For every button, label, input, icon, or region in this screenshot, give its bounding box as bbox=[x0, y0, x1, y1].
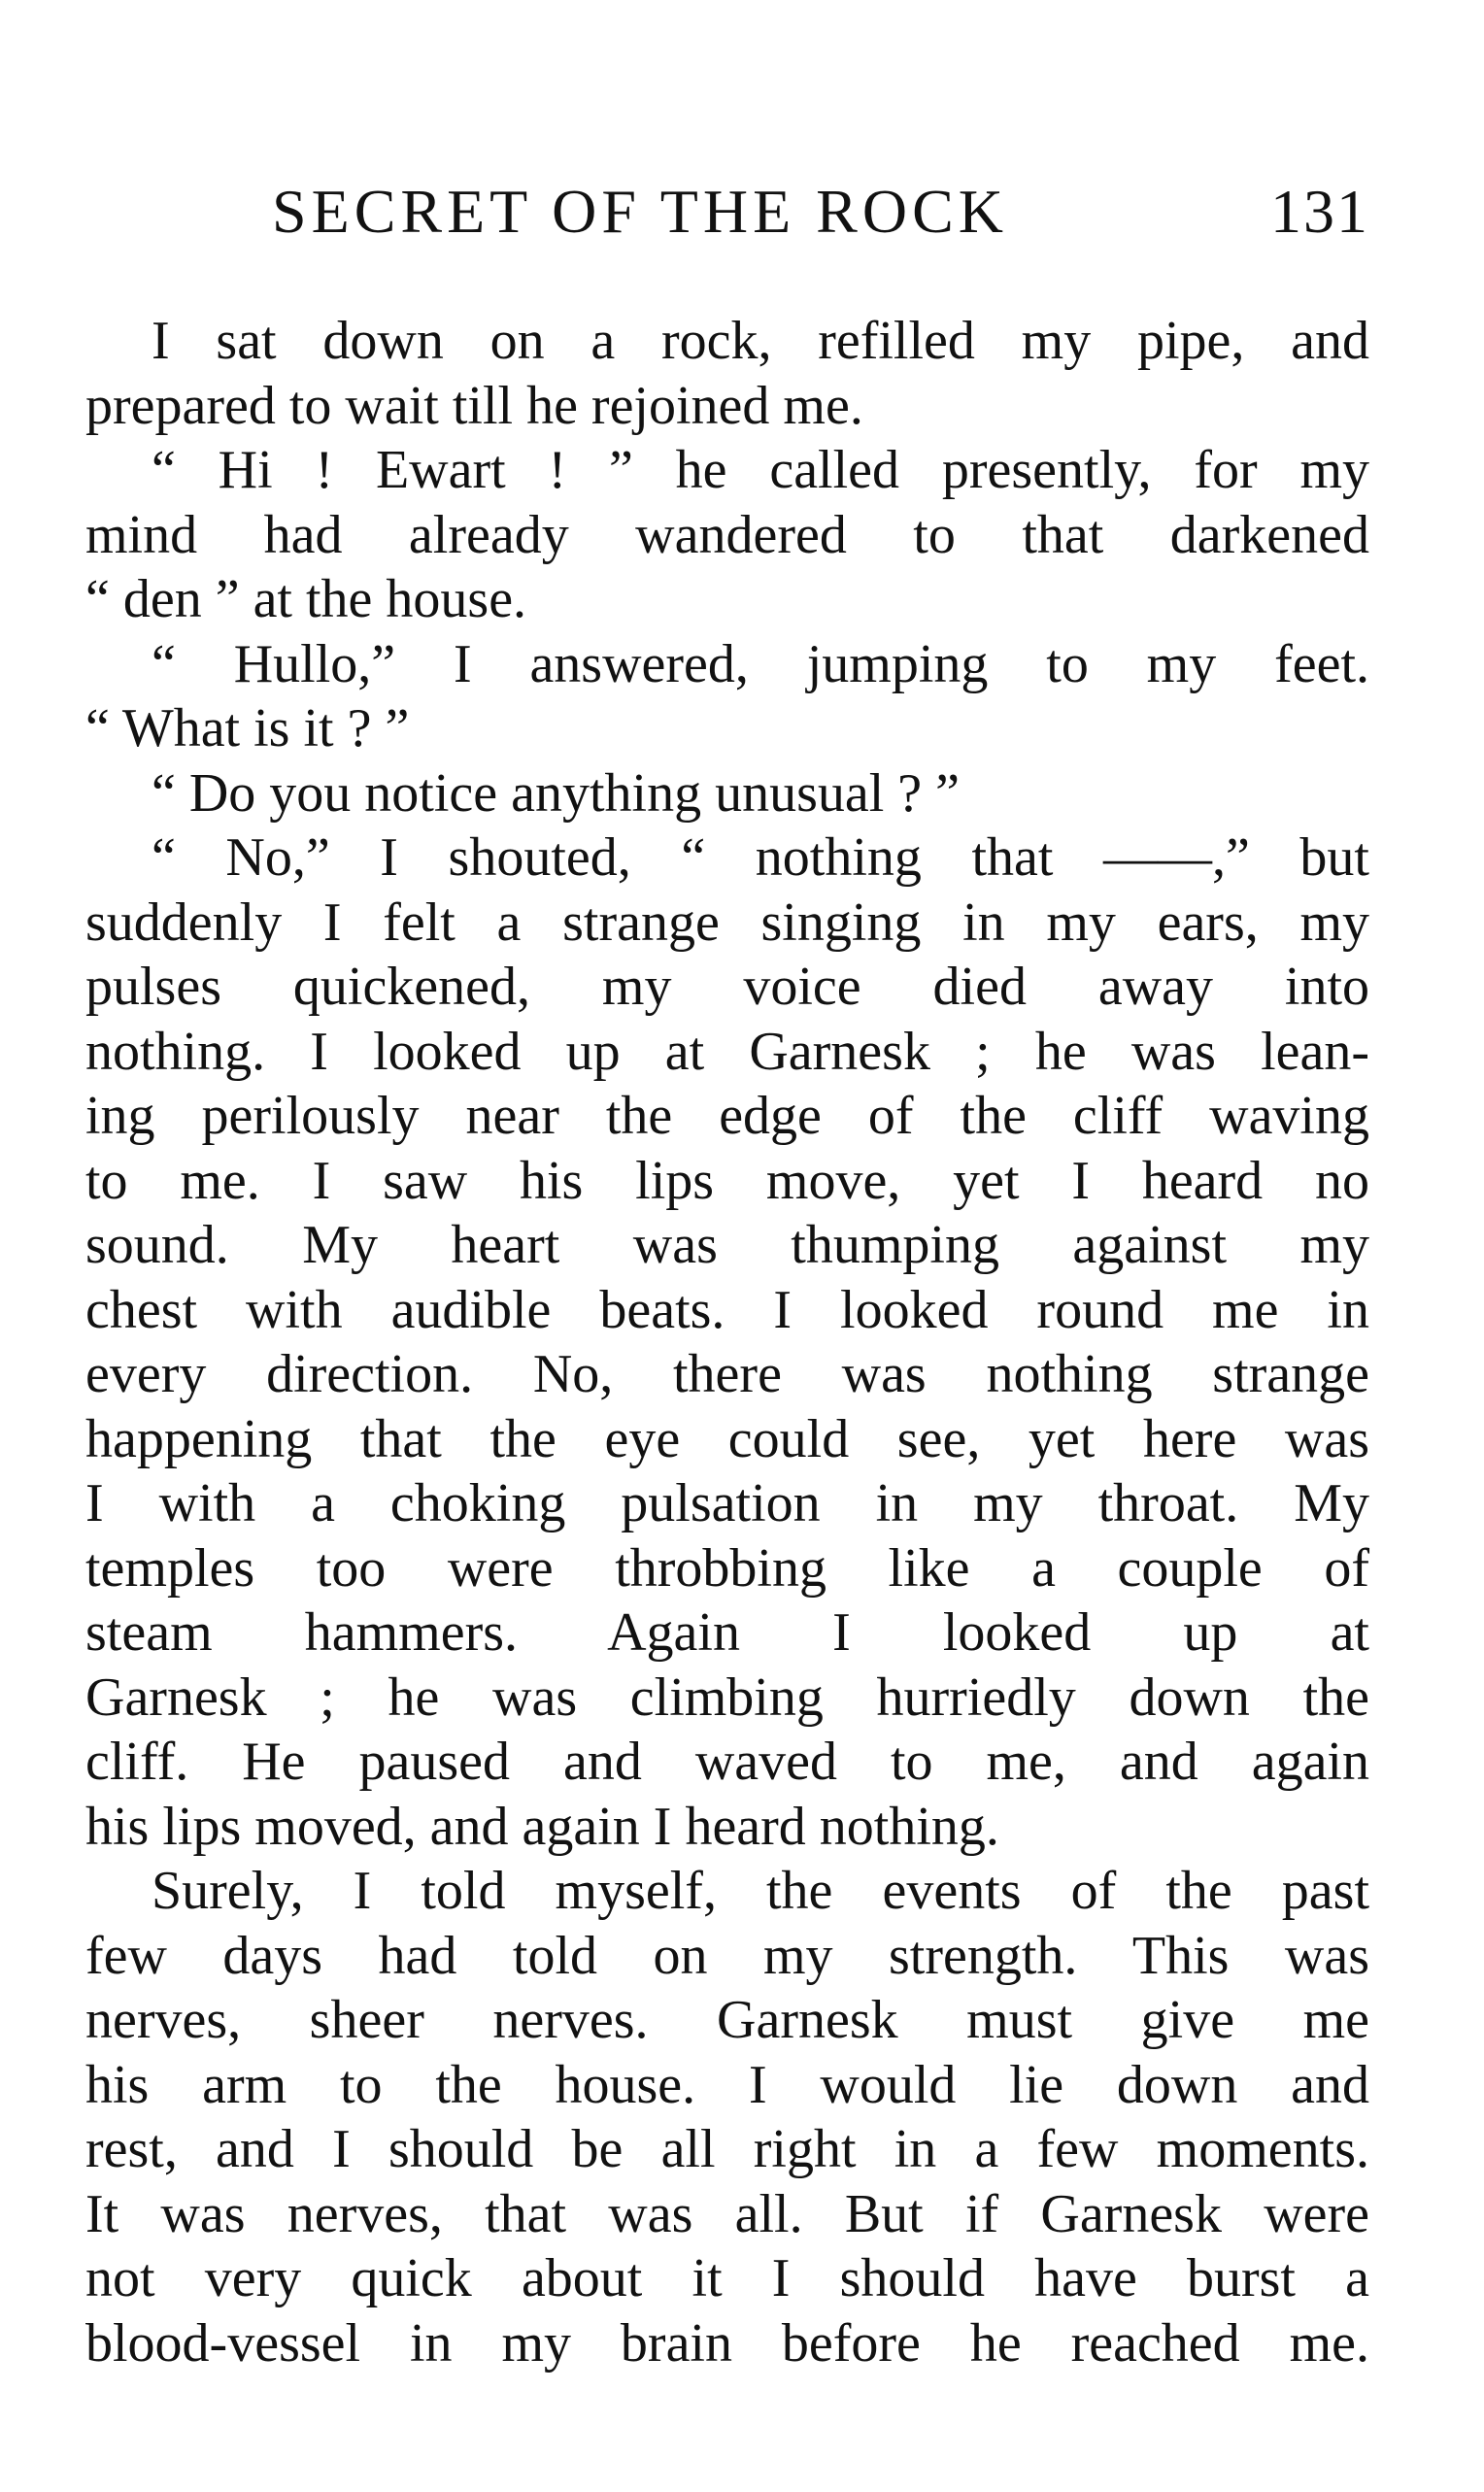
text-line: “ What is it ? ” bbox=[85, 698, 410, 758]
text-line: happening that the eye could see, yet here was bbox=[85, 1408, 1369, 1469]
text-line: Surely, I told myself, the events of the past bbox=[152, 1861, 1369, 1921]
text-line: to me. I saw his lips move, yet I heard no bbox=[85, 1150, 1369, 1211]
text-line: not very quick about it I should have burst a bbox=[85, 2248, 1369, 2308]
text-line: “ Do you notice anything unusual ? ” bbox=[152, 762, 961, 824]
text-line: nothing. I looked up at Garnesk ; he was lean- bbox=[85, 1021, 1369, 1082]
text-line: ing perilously near the edge of the cliff waving bbox=[85, 1086, 1369, 1146]
running-title: SECRET OF THE ROCK bbox=[272, 177, 1008, 246]
text-line: temples too were throbbing like a couple of bbox=[85, 1537, 1369, 1599]
text-line: “ Hi ! Ewart ! ” he called presently, for my bbox=[152, 440, 1369, 500]
text-line: suddenly I felt a strange singing in my ears, my bbox=[85, 892, 1369, 953]
text-line: rest, and I should be all right in a few moments. bbox=[85, 2119, 1369, 2179]
page-number: 131 bbox=[1270, 177, 1369, 246]
text-line: prepared to wait till he rejoined me. bbox=[85, 375, 863, 436]
text-line: steam hammers. Again I looked up at bbox=[85, 1602, 1369, 1663]
running-head bbox=[272, 173, 1369, 251]
text-line: chest with audible beats. I looked round me in bbox=[85, 1279, 1369, 1340]
text-line: “ Hullo,” I answered, jumping to my feet. bbox=[152, 633, 1369, 694]
text-line: sound. My heart was thumping against my bbox=[85, 1215, 1369, 1275]
text-line: I sat down on a rock, refilled my pipe, and bbox=[152, 311, 1369, 371]
text-line: pulses quickened, my voice died away into bbox=[85, 957, 1369, 1017]
text-line: “ den ” at the house. bbox=[85, 569, 527, 629]
text-line: blood-vessel in my brain before he reached me. bbox=[85, 2312, 1369, 2374]
text-line: I with a choking pulsation in my throat. My bbox=[85, 1473, 1369, 1533]
text-line: mind had already wandered to that darkened bbox=[85, 504, 1369, 565]
text-line: few days had told on my strength. This was bbox=[85, 1925, 1369, 1986]
body-text bbox=[85, 309, 1369, 2375]
text-line: nerves, sheer nerves. Garnesk must give me bbox=[85, 1990, 1369, 2050]
text-line: every direction. No, there was nothing strange bbox=[85, 1344, 1369, 1404]
text-line: cliff. He paused and waved to me, and again bbox=[85, 1732, 1369, 1792]
text-line: It was nerves, that was all. But if Garnesk were bbox=[85, 2183, 1369, 2244]
text-line: his arm to the house. I would lie down and bbox=[85, 2054, 1369, 2115]
text-line: Garnesk ; he was climbing hurriedly down the bbox=[85, 1667, 1369, 1728]
text-line: his lips moved, and again I heard nothing. bbox=[85, 1796, 999, 1857]
text-line: “ No,” I shouted, “ nothing that ——,” but bbox=[152, 827, 1369, 888]
